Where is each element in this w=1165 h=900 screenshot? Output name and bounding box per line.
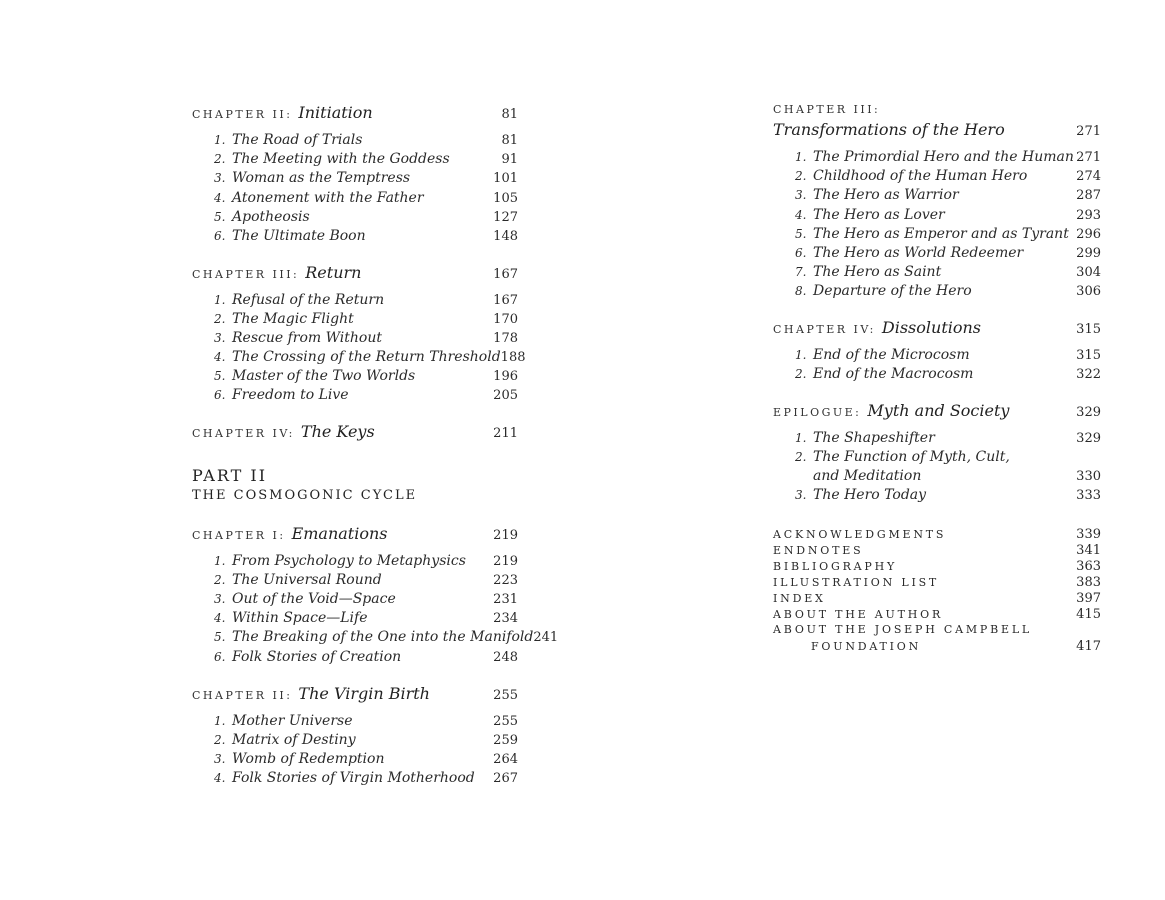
page-number: 231	[493, 592, 518, 607]
toc-entry[interactable]	[192, 365, 518, 385]
page-number: 127	[493, 210, 518, 225]
entry-title: INDEX	[773, 592, 826, 605]
toc-entry[interactable]	[192, 167, 518, 187]
entry-title: ABOUT THE JOSEPH CAMPBELL	[773, 623, 1033, 636]
back-matter-entry[interactable]	[773, 591, 1101, 607]
toc-entry[interactable]	[192, 148, 518, 168]
entry-title: End of the Macrocosm	[813, 366, 974, 382]
page-number: 264	[493, 752, 518, 767]
chapter-heading[interactable]	[773, 318, 1101, 338]
entry-number: 2.	[214, 573, 226, 587]
entry-number: 3.	[795, 488, 807, 502]
toc-entry[interactable]	[773, 446, 1101, 466]
chapter-title: Return	[305, 263, 362, 282]
toc-entry[interactable]	[192, 626, 559, 646]
entry-number: 1.	[795, 150, 807, 164]
entry-title: ENDNOTES	[773, 544, 864, 557]
epilogue-heading[interactable]	[773, 401, 1101, 421]
page-number: 223	[493, 573, 518, 588]
page-number: 205	[493, 388, 518, 403]
page-number: 322	[1076, 367, 1101, 382]
chapter-title: Initiation	[298, 103, 373, 122]
page-number: 267	[493, 771, 518, 786]
back-matter-entry[interactable]	[773, 543, 1101, 559]
page-number: 306	[1076, 284, 1101, 299]
entry-title: The Meeting with the Goddess	[232, 151, 450, 167]
back-matter-entry-continuation[interactable]	[773, 639, 1101, 655]
page-number: 81	[501, 107, 518, 122]
entry-title: Apotheosis	[232, 209, 310, 225]
entry-number: 6.	[214, 388, 226, 402]
chapter-label: CHAPTER I:	[192, 529, 286, 542]
entry-title: Out of the Void—Space	[232, 591, 396, 607]
entry-number: 4.	[214, 191, 226, 205]
entry-number: 1.	[795, 431, 807, 445]
entry-title: The Shapeshifter	[813, 430, 935, 446]
toc-entry[interactable]	[773, 223, 1101, 243]
chapter-heading[interactable]	[192, 684, 518, 704]
toc-entry[interactable]	[192, 550, 518, 570]
entry-number: 4.	[214, 350, 226, 364]
part-title: THE COSMOGONIC CYCLE	[192, 488, 418, 503]
entry-title: Refusal of the Return	[232, 292, 385, 308]
chapter-title: Myth and Society	[867, 401, 1010, 420]
entry-number: 6.	[214, 229, 226, 243]
entry-number: 1.	[214, 554, 226, 568]
entry-title: Within Space—Life	[232, 610, 368, 626]
entry-number: 2.	[214, 312, 226, 326]
back-matter-entry[interactable]	[773, 559, 1101, 575]
toc-entry[interactable]	[773, 484, 1101, 504]
page-number: 241	[533, 630, 559, 645]
entry-title: The Road of Trials	[232, 132, 363, 148]
page-number: 101	[493, 171, 518, 186]
page-number: 304	[1076, 265, 1101, 280]
toc-entry[interactable]	[773, 184, 1101, 204]
entry-title: The Function of Myth, Cult,	[813, 449, 1010, 465]
toc-entry[interactable]	[192, 289, 518, 309]
page-number: 188	[500, 350, 526, 365]
entry-title: The Magic Flight	[232, 311, 354, 327]
toc-entry[interactable]	[773, 344, 1101, 364]
entry-number: 2.	[214, 733, 226, 747]
toc-entry[interactable]	[192, 710, 518, 730]
entry-title: From Psychology to Metaphysics	[232, 553, 466, 569]
entry-number: 3.	[214, 331, 226, 345]
page-number: 383	[1076, 575, 1101, 590]
entry-number: 4.	[214, 611, 226, 625]
entry-title: Rescue from Without	[232, 330, 382, 346]
chapter-label: CHAPTER III:	[192, 268, 300, 281]
page-number: 167	[493, 267, 518, 282]
entry-number: 5.	[214, 630, 226, 644]
toc-entry[interactable]	[192, 187, 518, 207]
page-number: 170	[493, 312, 518, 327]
entry-title: and Meditation	[813, 468, 922, 484]
page-number: 333	[1076, 488, 1101, 503]
entry-number: 8.	[795, 284, 807, 298]
entry-title: Departure of the Hero	[813, 283, 972, 299]
entry-number: 5.	[795, 227, 807, 241]
entry-number: 1.	[214, 133, 226, 147]
toc-entry[interactable]	[192, 607, 518, 627]
entry-number: 1.	[214, 293, 226, 307]
entry-title: The Hero as World Redeemer	[813, 245, 1024, 261]
entry-title: Folk Stories of Virgin Motherhood	[232, 770, 475, 786]
toc-entry[interactable]	[192, 206, 518, 226]
entry-number: 2.	[795, 450, 807, 464]
page-number: 255	[493, 688, 518, 703]
entry-title: Childhood of the Human Hero	[813, 168, 1028, 184]
toc-entry[interactable]	[192, 384, 518, 404]
page-number: 417	[1076, 639, 1101, 654]
page-number: 363	[1076, 559, 1101, 574]
page-number: 339	[1076, 527, 1101, 542]
entry-title: Woman as the Temptress	[232, 170, 411, 186]
page-number: 91	[501, 152, 518, 167]
back-matter-entry[interactable]	[773, 575, 1101, 591]
entry-number: 2.	[214, 152, 226, 166]
entry-title: Freedom to Live	[232, 387, 349, 403]
entry-title: ILLUSTRATION LIST	[773, 576, 940, 589]
entry-title: Womb of Redemption	[232, 751, 385, 767]
toc-entry[interactable]	[192, 748, 518, 768]
entry-number: 3.	[214, 752, 226, 766]
page-number: 234	[493, 611, 518, 626]
page-number: 211	[493, 426, 518, 441]
page-number: 271	[1076, 124, 1101, 139]
chapter-heading[interactable]	[192, 422, 518, 442]
toc-entry[interactable]	[773, 165, 1101, 185]
entry-number: 4.	[214, 771, 226, 785]
entry-number: 4.	[795, 208, 807, 222]
toc-entry[interactable]	[773, 146, 1101, 166]
page-number: 341	[1076, 543, 1101, 558]
page-number: 397	[1076, 591, 1101, 606]
entry-title: FOUNDATION	[811, 640, 922, 653]
page-number: 178	[493, 331, 518, 346]
entry-number: 3.	[214, 171, 226, 185]
chapter-label: CHAPTER III:	[773, 103, 881, 116]
page-number: 148	[493, 229, 518, 244]
entry-title: End of the Microcosm	[813, 347, 970, 363]
page-number: 219	[493, 528, 518, 543]
chapter-heading[interactable]	[192, 263, 518, 283]
entry-title: The Hero as Lover	[813, 207, 945, 223]
chapter-label: CHAPTER IV:	[192, 427, 295, 440]
page-number: 329	[1076, 405, 1101, 420]
toc-entry[interactable]	[192, 569, 518, 589]
entry-title: Master of the Two Worlds	[232, 368, 416, 384]
chapter-label: CHAPTER IV:	[773, 323, 876, 336]
toc-entry[interactable]	[192, 129, 518, 149]
entry-title: BIBLIOGRAPHY	[773, 560, 898, 573]
back-matter-entry[interactable]	[773, 527, 1101, 543]
back-matter-entry[interactable]	[773, 607, 1101, 623]
page-number: 259	[493, 733, 518, 748]
toc-entry[interactable]	[773, 261, 1101, 281]
chapter-heading[interactable]	[192, 103, 518, 123]
toc-entry[interactable]	[773, 242, 1101, 262]
entry-number: 7.	[795, 265, 807, 279]
entry-title: Atonement with the Father	[232, 190, 424, 206]
toc-entry[interactable]	[773, 363, 1101, 383]
entry-title: The Hero as Warrior	[813, 187, 959, 203]
toc-entry[interactable]	[192, 646, 518, 666]
entry-number: 2.	[795, 367, 807, 381]
entry-title: The Ultimate Boon	[232, 228, 366, 244]
chapter-label: CHAPTER II:	[192, 108, 293, 121]
toc-entry[interactable]	[192, 346, 526, 366]
page-number: 105	[493, 191, 518, 206]
entry-title: ABOUT THE AUTHOR	[773, 608, 944, 621]
page-number: 287	[1076, 188, 1101, 203]
entry-title: The Hero Today	[813, 487, 927, 503]
page-number: 248	[493, 650, 518, 665]
entry-title: ACKNOWLEDGMENTS	[773, 528, 947, 541]
entry-number: 1.	[795, 348, 807, 362]
back-matter-entry[interactable]	[773, 623, 1101, 639]
toc-entry[interactable]	[192, 729, 518, 749]
entry-title: The Crossing of the Return Threshold	[232, 349, 501, 365]
page-number: 274	[1076, 169, 1101, 184]
entry-number: 6.	[214, 650, 226, 664]
page-number: 293	[1076, 208, 1101, 223]
toc-entry[interactable]	[192, 327, 518, 347]
toc-entry[interactable]	[192, 225, 518, 245]
entry-number: 3.	[795, 188, 807, 202]
page-number: 167	[493, 293, 518, 308]
chapter-label: EPILOGUE:	[773, 406, 862, 419]
chapter-heading[interactable]	[192, 524, 518, 544]
page-number: 315	[1076, 322, 1101, 337]
entry-title: The Primordial Hero and the Human	[813, 149, 1074, 165]
part-heading: PART II	[192, 466, 268, 485]
page-number: 299	[1076, 246, 1101, 261]
entry-number: 3.	[214, 592, 226, 606]
entry-title: The Hero as Saint	[813, 264, 942, 280]
chapter-label: CHAPTER II:	[192, 689, 293, 702]
entry-number: 6.	[795, 246, 807, 260]
entry-number: 5.	[214, 369, 226, 383]
toc-entry[interactable]	[773, 204, 1101, 224]
toc-entry[interactable]	[773, 280, 1101, 300]
page-number: 330	[1076, 469, 1101, 484]
page-number: 219	[493, 554, 518, 569]
chapter-title: The Virgin Birth	[298, 684, 430, 703]
page-number: 196	[493, 369, 518, 384]
entry-number: 1.	[214, 714, 226, 728]
entry-title: The Universal Round	[232, 572, 382, 588]
toc-entry[interactable]	[192, 767, 518, 787]
page-number: 415	[1076, 607, 1101, 622]
toc-entry[interactable]	[192, 308, 518, 328]
page-number: 315	[1076, 348, 1101, 363]
entry-title: The Breaking of the One into the Manifold	[232, 629, 534, 645]
page-number: 271	[1076, 150, 1101, 165]
entry-title: Matrix of Destiny	[232, 732, 356, 748]
chapter-title: Transformations of the Hero	[773, 120, 1005, 139]
entry-title: Folk Stories of Creation	[232, 649, 402, 665]
page-number: 329	[1076, 431, 1101, 446]
toc-entry[interactable]	[773, 427, 1101, 447]
toc-entry[interactable]	[192, 588, 518, 608]
chapter-title: Emanations	[291, 524, 388, 543]
entry-number: 2.	[795, 169, 807, 183]
entry-number: 5.	[214, 210, 226, 224]
chapter-heading-title-line[interactable]	[773, 120, 1101, 140]
entry-title: Mother Universe	[232, 713, 353, 729]
page-number: 255	[493, 714, 518, 729]
page-number: 81	[501, 133, 518, 148]
chapter-title: The Keys	[300, 422, 375, 441]
entry-title: The Hero as Emperor and as Tyrant	[813, 226, 1069, 242]
toc-entry-continuation[interactable]	[773, 465, 1101, 485]
chapter-title: Dissolutions	[881, 318, 982, 337]
page-number: 296	[1076, 227, 1101, 242]
